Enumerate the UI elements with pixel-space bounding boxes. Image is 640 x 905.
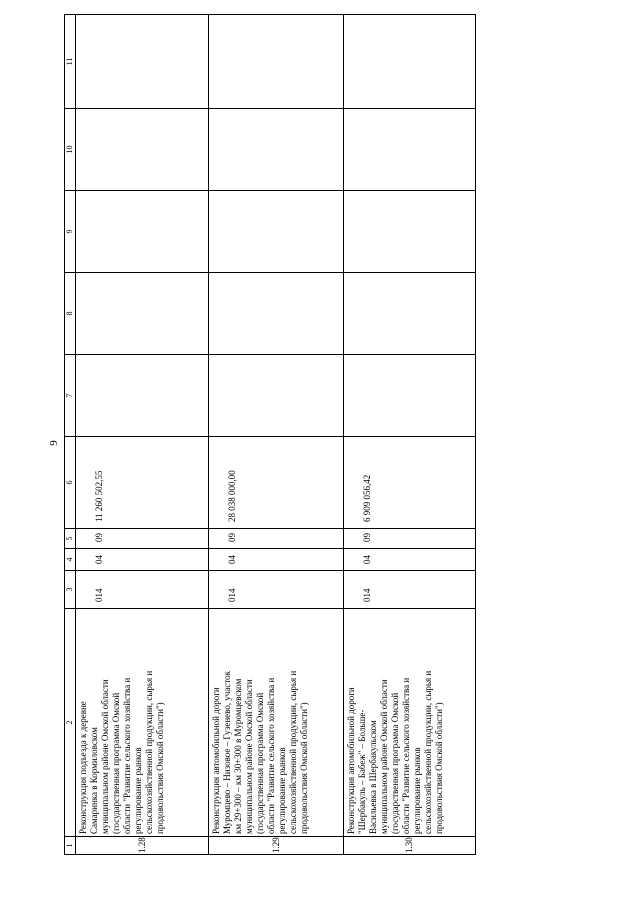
cell-col6: 28 038 000,00 [209, 437, 344, 529]
col-header-8: 8 [65, 273, 76, 355]
table-row [344, 15, 476, 855]
row-id: 1.28 [76, 837, 209, 855]
cell-col9 [209, 191, 344, 273]
cell-col9 [76, 191, 209, 273]
cell-col3: 014 [344, 571, 476, 609]
budget-table [64, 14, 476, 855]
cell-col5: 09 [76, 529, 209, 549]
cell-col10 [344, 109, 476, 191]
cell-col10 [209, 109, 344, 191]
row-description: Реконструкция автомобильной дороги "Шербакуль – Бабеж" – Больше- Васильевка в Шербакульском муниципальном районе Омской области (государственная программа Омской области "Развитие сельского хозяйства и регулирование рынков сельскохозяйственной продукции, сырья и продовольствия Омской области") [344, 609, 476, 837]
cell-col4: 04 [344, 549, 476, 571]
col-header-11: 11 [65, 15, 76, 109]
cell-col7 [344, 355, 476, 437]
col-header-7: 7 [65, 355, 76, 437]
col-header-5: 5 [65, 529, 76, 549]
cell-col6: 6 909 056,42 [344, 437, 476, 529]
table-row [76, 15, 209, 855]
cell-col11 [76, 15, 209, 109]
row-description: Реконструкция подъезда к деревне Самаринка в Кормиловском муниципальном районе Омской области (государственная программа Омской области "Развитие сельского хозяйства и регулирование рынков сельскохозяйственной продукции, сырья и продовольствия Омской области") [76, 609, 209, 837]
col-header-10: 10 [65, 109, 76, 191]
col-header-3: 3 [65, 571, 76, 609]
cell-col8 [76, 273, 209, 355]
cell-col11 [209, 15, 344, 109]
cell-col3: 014 [209, 571, 344, 609]
col-header-1: 1 [65, 837, 76, 855]
row-id: 1.30 [344, 837, 476, 855]
cell-col5: 09 [209, 529, 344, 549]
row-description: Реконструкция автомобильной дороги Муромцево – Низовое – Гузенево, участок км 29+300 – км 30+300 в Муромцевском муниципальном районе Омской области (государственная программа Омской области "Развитие сельского хозяйства и регулирование рынков сельскохозяйственной продукции, сырья и продовольствия Омской области") [209, 609, 344, 837]
page-number: 9 [48, 440, 60, 446]
cell-col4: 04 [209, 549, 344, 571]
cell-col10 [76, 109, 209, 191]
header-row [65, 15, 76, 855]
col-header-6: 6 [65, 437, 76, 529]
cell-col7 [209, 355, 344, 437]
cell-col4: 04 [76, 549, 209, 571]
col-header-4: 4 [65, 549, 76, 571]
cell-col9 [344, 191, 476, 273]
cell-col6: 11 260 502,55 [76, 437, 209, 529]
cell-col8 [344, 273, 476, 355]
row-id: 1.29 [209, 837, 344, 855]
rotated-table-wrapper [64, 35, 474, 855]
col-header-9: 9 [65, 191, 76, 273]
cell-col7 [76, 355, 209, 437]
cell-col8 [209, 273, 344, 355]
cell-col11 [344, 15, 476, 109]
table-row [209, 15, 344, 855]
cell-col3: 014 [76, 571, 209, 609]
cell-col5: 09 [344, 529, 476, 549]
col-header-2: 2 [65, 609, 76, 837]
